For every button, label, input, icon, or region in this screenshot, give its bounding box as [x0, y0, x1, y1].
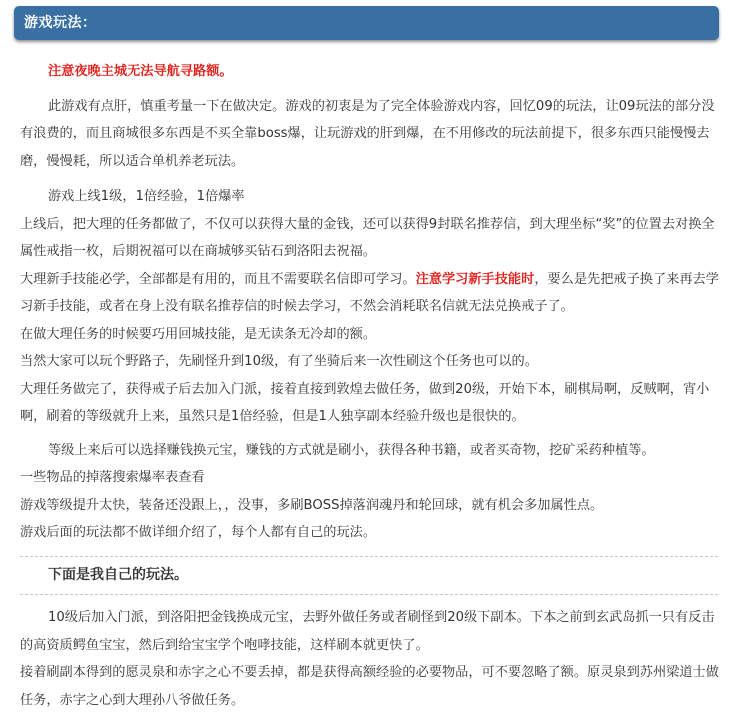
skills-text-before: 大理新手技能必学，全部都是有用的，而且不需要联名信即可学习。 [20, 271, 416, 287]
my-playstyle-paragraph-1: 10级后加入门派，到洛阳把金钱换成元宝，去野外做任务或者刷怪到20级下副本。下本之前到玄武岛抓一只有反击的高资质鳄鱼宝宝，然后到给宝宝学个咆哮技能，这样刷本就更快了。 [20, 610, 715, 653]
return-skill-paragraph: 在做大理任务的时候要巧用回城技能，是无读条无冷却的额。 [20, 326, 377, 342]
my-playstyle-body [20, 604, 720, 714]
night-navigation-notice [20, 58, 720, 86]
skills-warning: 注意学习新手技能时 [415, 271, 535, 287]
my-playstyle-heading: 下面是我自己的玩法。 [48, 567, 188, 583]
fast-level-paragraph: 游戏等级提升太快，装备还没跟上，，没事，多刷BOSS掉落润魂丹和轮回球，就有机会多加属性点。 [20, 497, 604, 513]
wild-route-paragraph: 当然大家可以玩个野路子，先刷怪升到10级，有了坐骑后来一次性刷这个任务也可以的。 [20, 354, 538, 369]
section-title: 游戏玩法： [24, 15, 97, 31]
level-up-paragraph: 等级上来后可以选择赚钱换元宝，赚钱的方式就是刷小，获得各种书籍，或者买奇物，挖矿采药种植等。 [48, 442, 655, 458]
divider-bottom [20, 594, 718, 595]
online-paragraph: 上线后，把大理的任务都做了，不仅可以获得大量的金钱，还可以获得9封联名推荐信，到大理坐标“奖”的位置去对换全属性戒指一枚，后期祝福可以在商城够买钻石到洛阳去祝福。 [20, 216, 715, 259]
divider-top [20, 556, 718, 557]
skills-text-after: ，要么是先把戒子换了来再去学习新手技能，或者在身上没有联名推荐信的时候去学习，不然会消耗联名信就无法兑换戒子了。 [20, 271, 719, 314]
sect-paragraph: 大理任务做完了，获得戒子后去加入门派，接着直接到敦煌去做任务，做到20级，开始下本，刷棋局啊，反贼啊，宵小啊，刷着的等级就升上来，虽然只是1倍经验，但是1人独享副本经验升级也是很快的。 [20, 381, 710, 424]
later-paragraph: 游戏后面的玩法都不做详细介绍了，每个人都有自己的玩法。 [20, 525, 377, 540]
notice-text: 注意夜晚主城无法导航寻路额。 [48, 64, 233, 79]
intro-paragraph: 此游戏有点肝，慎重考量一下在做决定。游戏的初衷是为了完全体验游戏内容，回忆09的玩法，让09玩法的部分没有浪费的，而且商城很多东西是不买全靠boss爆，让玩游戏的肝到爆，在不用修改的玩法前提下，很多东西只能慢慢去磨，慢慢耗，所以适合单机养老玩法。 [20, 98, 715, 169]
drops-paragraph: 一些物品的掉落搜索爆率表查看 [20, 470, 205, 485]
my-playstyle-paragraph-2: 接着刷副本得到的愿灵泉和赤字之心不要丢掉，都是获得高额经验的必要物品，可不要忽略了额。原灵泉到苏州梁道士做任务，赤字之心到大理孙八爷做任务。 [20, 665, 719, 708]
section-header [14, 6, 719, 40]
rates-paragraph: 游戏上线1级，1倍经验，1倍爆率 [48, 189, 245, 204]
skills-paragraph [20, 266, 720, 321]
article-body [20, 58, 720, 547]
